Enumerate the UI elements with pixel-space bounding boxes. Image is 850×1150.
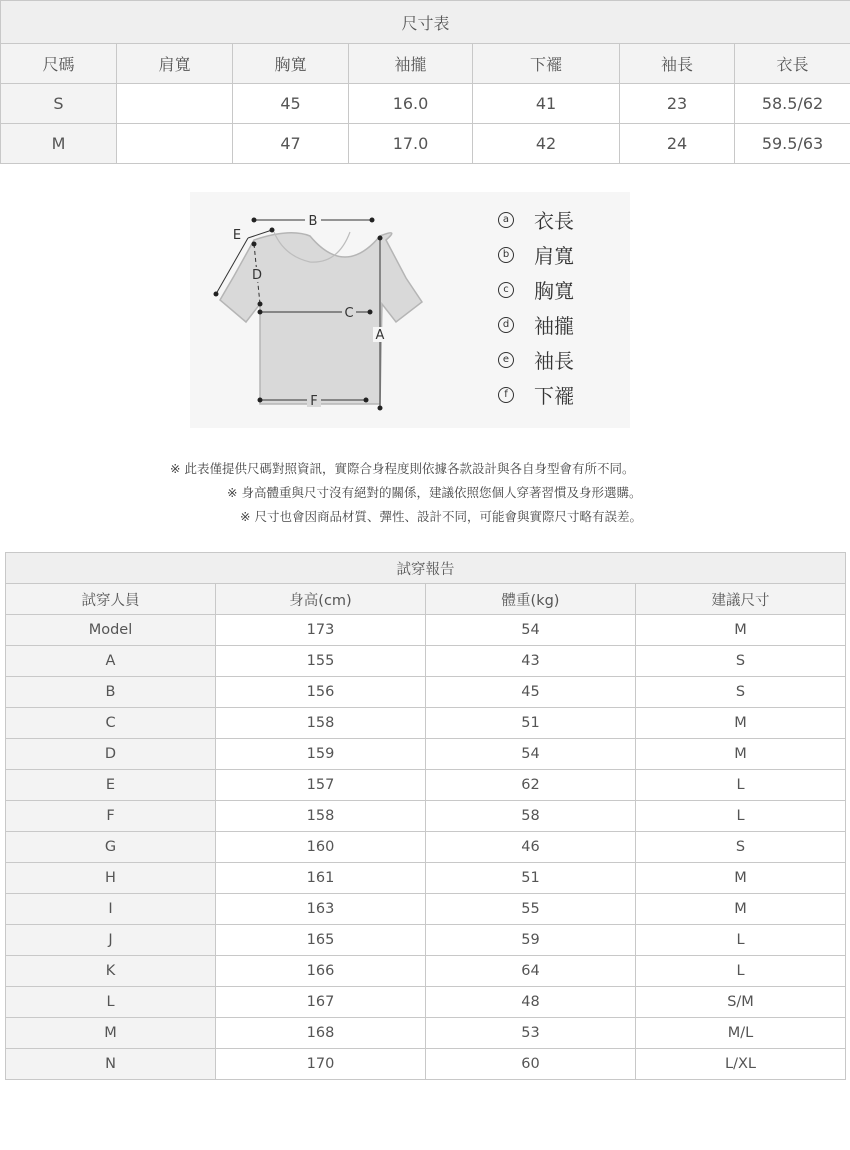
legend-mark: a — [498, 212, 514, 228]
size-cell — [117, 84, 233, 124]
fit-row — [6, 615, 846, 646]
note-3: ※ 尺寸也會因商品材質、彈性、設計不同，可能會與實際尺寸略有誤差。 — [240, 509, 642, 524]
fit-cell: 53 — [426, 1018, 636, 1049]
fit-cell: M — [636, 708, 846, 739]
fit-cell: 62 — [426, 770, 636, 801]
fit-cell: 159 — [216, 739, 426, 770]
fit-cell: 157 — [216, 770, 426, 801]
fit-row — [6, 894, 846, 925]
fit-cell: 165 — [216, 925, 426, 956]
diagram-legend — [498, 202, 574, 412]
fit-row — [6, 1049, 846, 1080]
legend-item — [498, 237, 574, 272]
legend-item — [498, 307, 574, 342]
fit-cell: M — [636, 863, 846, 894]
size-cell: S — [1, 84, 117, 124]
fit-cell: 60 — [426, 1049, 636, 1080]
label-c: C — [344, 306, 354, 321]
note-1: ※ 此表僅提供尺碼對照資訊，實際合身程度則依據各款設計與各自身型會有所不同。 — [170, 461, 635, 476]
legend-mark: c — [498, 282, 514, 298]
size-header-cell: 下襬 — [473, 44, 620, 84]
fit-cell: L — [636, 770, 846, 801]
fit-header-cell: 體重(kg) — [426, 584, 636, 615]
fit-cell: D — [6, 739, 216, 770]
legend-mark: e — [498, 352, 514, 368]
fit-cell: 59 — [426, 925, 636, 956]
fit-header-cell: 建議尺寸 — [636, 584, 846, 615]
fit-cell: J — [6, 925, 216, 956]
size-header-cell: 肩寬 — [117, 44, 233, 84]
size-cell: 24 — [620, 124, 735, 164]
fit-row — [6, 739, 846, 770]
size-cell: 16.0 — [349, 84, 473, 124]
fit-cell: S — [636, 646, 846, 677]
legend-mark: b — [498, 247, 514, 263]
fit-row — [6, 646, 846, 677]
fit-cell: 43 — [426, 646, 636, 677]
size-header-cell: 袖攏 — [349, 44, 473, 84]
label-e: E — [232, 228, 242, 243]
fit-cell: 158 — [216, 708, 426, 739]
fit-cell: 170 — [216, 1049, 426, 1080]
fit-cell: 166 — [216, 956, 426, 987]
fit-cell: S/M — [636, 987, 846, 1018]
fit-cell: E — [6, 770, 216, 801]
size-cell: 42 — [473, 124, 620, 164]
fit-cell: 58 — [426, 801, 636, 832]
fit-row — [6, 677, 846, 708]
fit-row — [6, 863, 846, 894]
fit-cell: 46 — [426, 832, 636, 863]
fit-cell: 51 — [426, 863, 636, 894]
legend-item — [498, 202, 574, 237]
label-f: F — [310, 394, 318, 409]
size-row — [1, 124, 850, 164]
size-table-title: 尺寸表 — [1, 1, 850, 44]
fit-cell: 173 — [216, 615, 426, 646]
legend-item — [498, 377, 574, 412]
size-cell: 23 — [620, 84, 735, 124]
fit-cell: M — [636, 739, 846, 770]
fit-cell: 160 — [216, 832, 426, 863]
fit-cell: A — [6, 646, 216, 677]
fit-report-table — [5, 552, 846, 1080]
fit-cell: Model — [6, 615, 216, 646]
size-header-cell: 衣長 — [735, 44, 850, 84]
fit-cell: M — [6, 1018, 216, 1049]
fit-cell: L/XL — [636, 1049, 846, 1080]
label-a: A — [375, 328, 385, 343]
size-header-cell: 尺碼 — [1, 44, 117, 84]
fit-row — [6, 770, 846, 801]
fit-cell: 158 — [216, 801, 426, 832]
fit-table-title: 試穿報告 — [6, 553, 846, 584]
label-d: D — [251, 268, 263, 283]
fit-cell: C — [6, 708, 216, 739]
fit-row — [6, 801, 846, 832]
fit-cell: H — [6, 863, 216, 894]
fit-row — [6, 832, 846, 863]
legend-item — [498, 342, 574, 377]
fit-cell: 155 — [216, 646, 426, 677]
fit-cell: M/L — [636, 1018, 846, 1049]
fit-cell: M — [636, 894, 846, 925]
note-2: ※ 身高體重與尺寸沒有絕對的關係，建議依照您個人穿著習慣及身形選購。 — [227, 485, 642, 500]
size-cell: 17.0 — [349, 124, 473, 164]
fit-row — [6, 708, 846, 739]
legend-text: 下襬 — [534, 384, 574, 408]
fit-cell: N — [6, 1049, 216, 1080]
legend-text: 袖攏 — [534, 314, 574, 338]
size-cell: 59.5/63 — [735, 124, 850, 164]
legend-mark: f — [498, 387, 514, 403]
fit-header-cell: 身高(cm) — [216, 584, 426, 615]
fit-row — [6, 1018, 846, 1049]
legend-text: 衣長 — [534, 209, 574, 233]
fit-cell: L — [636, 801, 846, 832]
size-header-cell: 胸寬 — [233, 44, 349, 84]
fit-cell: 168 — [216, 1018, 426, 1049]
fit-cell: 64 — [426, 956, 636, 987]
fit-cell: 45 — [426, 677, 636, 708]
fit-cell: L — [636, 925, 846, 956]
legend-mark: d — [498, 317, 514, 333]
fit-cell: 54 — [426, 615, 636, 646]
size-cell: M — [1, 124, 117, 164]
size-cell: 45 — [233, 84, 349, 124]
size-header-cell: 袖長 — [620, 44, 735, 84]
size-cell: 41 — [473, 84, 620, 124]
fit-cell: 51 — [426, 708, 636, 739]
fit-cell: 55 — [426, 894, 636, 925]
size-table — [0, 0, 850, 164]
size-cell: 58.5/62 — [735, 84, 850, 124]
size-cell — [117, 124, 233, 164]
legend-text: 肩寬 — [534, 244, 574, 268]
fit-cell: 54 — [426, 739, 636, 770]
fit-cell: 156 — [216, 677, 426, 708]
legend-text: 胸寬 — [534, 279, 574, 303]
fit-cell: G — [6, 832, 216, 863]
legend-item — [498, 272, 574, 307]
fit-cell: F — [6, 801, 216, 832]
fit-cell: L — [6, 987, 216, 1018]
fit-cell: 48 — [426, 987, 636, 1018]
fit-cell: L — [636, 956, 846, 987]
fit-cell: 167 — [216, 987, 426, 1018]
label-b: B — [308, 214, 318, 229]
size-cell: 47 — [233, 124, 349, 164]
fit-row — [6, 925, 846, 956]
fit-cell: B — [6, 677, 216, 708]
fit-row — [6, 956, 846, 987]
fit-header-cell: 試穿人員 — [6, 584, 216, 615]
fit-cell: M — [636, 615, 846, 646]
fit-cell: S — [636, 677, 846, 708]
fit-cell: K — [6, 956, 216, 987]
fit-cell: I — [6, 894, 216, 925]
size-row — [1, 84, 850, 124]
legend-text: 袖長 — [534, 349, 574, 373]
fit-cell: S — [636, 832, 846, 863]
fit-row — [6, 987, 846, 1018]
fit-cell: 163 — [216, 894, 426, 925]
fit-cell: 161 — [216, 863, 426, 894]
